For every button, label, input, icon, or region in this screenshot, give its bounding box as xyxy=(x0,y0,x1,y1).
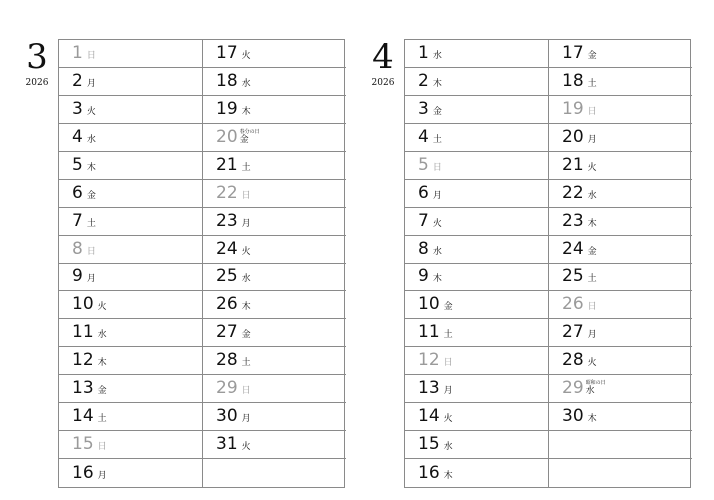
day-number: 5 xyxy=(72,154,83,175)
day-cell-march-30 xyxy=(203,403,346,431)
weekday-label: 水 xyxy=(585,386,595,397)
weekday-label: 月 xyxy=(241,218,251,229)
weekday-label: 木 xyxy=(86,162,96,173)
day-number: 11 xyxy=(418,322,440,343)
day-cell-april-19 xyxy=(549,96,692,124)
day-number: 5 xyxy=(418,154,429,175)
march-year: 2026 xyxy=(25,78,49,88)
weekday-label: 水 xyxy=(587,190,597,201)
day-cell-march-6 xyxy=(59,180,203,208)
weekday-label: 水 xyxy=(86,134,96,145)
weekday-label: 土 xyxy=(443,330,453,341)
day-number: 2 xyxy=(418,70,429,91)
weekday-label: 土 xyxy=(241,358,251,369)
day-number: 6 xyxy=(72,182,83,203)
day-cell-march-8 xyxy=(59,236,203,264)
day-number: 12 xyxy=(72,350,94,371)
weekday-label: 日 xyxy=(432,162,442,173)
weekday-label: 月 xyxy=(86,274,96,285)
day-number: 19 xyxy=(216,98,238,119)
weekday-label: 日 xyxy=(443,358,453,369)
day-number: 23 xyxy=(562,210,584,231)
day-cell-march-26 xyxy=(203,291,346,319)
day-cell-april-11 xyxy=(405,319,549,347)
empty-cell xyxy=(203,459,346,487)
day-number: 25 xyxy=(562,266,584,287)
day-cell-march-4 xyxy=(59,124,203,152)
day-cell-march-23 xyxy=(203,208,346,236)
day-cell-april-12 xyxy=(405,347,549,375)
weekday-label: 日 xyxy=(97,442,107,453)
day-number: 14 xyxy=(418,406,440,427)
day-number: 3 xyxy=(72,98,83,119)
day-cell-april-15 xyxy=(405,431,549,459)
weekday-label: 日 xyxy=(587,302,597,313)
day-cell-april-16 xyxy=(405,459,549,487)
day-number: 9 xyxy=(72,266,83,287)
weekday-label: 火 xyxy=(97,302,107,313)
weekday-label: 金 xyxy=(432,106,442,117)
day-cell-april-28 xyxy=(549,347,692,375)
day-number: 22 xyxy=(216,182,238,203)
day-number: 18 xyxy=(216,70,238,91)
day-cell-march-27 xyxy=(203,319,346,347)
day-number: 7 xyxy=(418,210,429,231)
day-cell-march-24 xyxy=(203,236,346,264)
day-cell-march-17 xyxy=(203,40,346,68)
day-number: 10 xyxy=(418,294,440,315)
weekday-label: 火 xyxy=(86,106,96,117)
day-cell-april-27 xyxy=(549,319,692,347)
day-cell-april-22 xyxy=(549,180,692,208)
day-cell-march-28 xyxy=(203,347,346,375)
day-number: 9 xyxy=(418,266,429,287)
weekday-label: 日 xyxy=(86,246,96,257)
weekday-label: 金 xyxy=(239,134,249,145)
day-number: 25 xyxy=(216,266,238,287)
day-cell-march-16 xyxy=(59,459,203,487)
march-calendar-grid xyxy=(58,39,345,488)
day-number: 8 xyxy=(72,238,83,259)
weekday-label: 木 xyxy=(241,302,251,313)
weekday-label: 火 xyxy=(443,414,453,425)
day-cell-march-29 xyxy=(203,375,346,403)
day-cell-april-6 xyxy=(405,180,549,208)
weekday-label: 木 xyxy=(587,414,597,425)
day-cell-april-8 xyxy=(405,236,549,264)
day-cell-march-3 xyxy=(59,96,203,124)
holiday-block xyxy=(240,129,260,145)
day-cell-april-29 xyxy=(549,375,692,403)
day-cell-march-15 xyxy=(59,431,203,459)
weekday-label: 火 xyxy=(432,218,442,229)
weekday-label: 金 xyxy=(86,190,96,201)
day-cell-april-3 xyxy=(405,96,549,124)
day-number: 15 xyxy=(72,434,94,455)
day-number: 18 xyxy=(562,70,584,91)
day-number: 21 xyxy=(562,154,584,175)
day-number: 30 xyxy=(562,406,584,427)
weekday-label: 水 xyxy=(241,274,251,285)
day-number: 29 xyxy=(216,378,238,399)
day-cell-april-5 xyxy=(405,152,549,180)
weekday-label: 土 xyxy=(432,134,442,145)
weekday-label: 土 xyxy=(86,218,96,229)
day-number: 16 xyxy=(418,463,440,483)
day-number: 8 xyxy=(418,238,429,259)
weekday-label: 火 xyxy=(587,162,597,173)
day-number: 4 xyxy=(72,126,83,147)
day-number: 7 xyxy=(72,210,83,231)
weekday-label: 土 xyxy=(97,414,107,425)
april-month-number: 4 xyxy=(372,37,394,77)
day-number: 17 xyxy=(216,42,238,63)
day-cell-april-7 xyxy=(405,208,549,236)
weekday-label: 木 xyxy=(432,274,442,285)
day-cell-march-22 xyxy=(203,180,346,208)
weekday-label: 火 xyxy=(241,50,251,61)
weekday-label: 水 xyxy=(443,442,453,453)
day-number: 20 xyxy=(216,126,238,147)
day-number: 26 xyxy=(216,294,238,315)
day-number: 27 xyxy=(562,322,584,343)
day-number: 19 xyxy=(562,98,584,119)
empty-cell xyxy=(549,459,692,487)
day-number: 15 xyxy=(418,434,440,455)
day-number: 16 xyxy=(72,463,94,483)
weekday-label: 月 xyxy=(241,414,251,425)
day-number: 28 xyxy=(562,350,584,371)
april-calendar-grid xyxy=(404,39,691,488)
day-number: 10 xyxy=(72,294,94,315)
day-number: 1 xyxy=(72,42,83,63)
day-number: 24 xyxy=(562,238,584,259)
day-number: 12 xyxy=(418,350,440,371)
weekday-label: 水 xyxy=(97,330,107,341)
weekday-label: 木 xyxy=(97,358,107,369)
day-cell-march-2 xyxy=(59,68,203,96)
day-number: 13 xyxy=(72,378,94,399)
day-cell-april-18 xyxy=(549,68,692,96)
day-cell-april-23 xyxy=(549,208,692,236)
day-number: 17 xyxy=(562,42,584,63)
day-cell-march-13 xyxy=(59,375,203,403)
day-number: 31 xyxy=(216,434,238,455)
day-number: 23 xyxy=(216,210,238,231)
day-number: 28 xyxy=(216,350,238,371)
weekday-label: 水 xyxy=(241,78,251,89)
day-cell-april-4 xyxy=(405,124,549,152)
day-cell-april-10 xyxy=(405,291,549,319)
day-cell-march-19 xyxy=(203,96,346,124)
day-cell-march-7 xyxy=(59,208,203,236)
weekday-label: 月 xyxy=(86,78,96,89)
day-number: 14 xyxy=(72,406,94,427)
day-number: 30 xyxy=(216,406,238,427)
weekday-label: 金 xyxy=(587,246,597,257)
empty-cell xyxy=(549,431,692,459)
weekday-label: 土 xyxy=(587,78,597,89)
holiday-name: 昭和の日 xyxy=(585,380,606,387)
weekday-label: 金 xyxy=(587,50,597,61)
day-cell-march-20 xyxy=(203,124,346,152)
weekday-label: 火 xyxy=(241,442,251,453)
day-number: 4 xyxy=(418,126,429,147)
day-cell-april-13 xyxy=(405,375,549,403)
weekday-label: 金 xyxy=(97,386,107,397)
day-number: 22 xyxy=(562,182,584,203)
day-cell-march-11 xyxy=(59,319,203,347)
day-number: 11 xyxy=(72,322,94,343)
day-cell-march-14 xyxy=(59,403,203,431)
weekday-label: 日 xyxy=(241,386,251,397)
holiday-block xyxy=(586,380,606,396)
day-cell-april-24 xyxy=(549,236,692,264)
april-header xyxy=(364,37,402,88)
day-number: 2 xyxy=(72,70,83,91)
weekday-label: 土 xyxy=(587,274,597,285)
day-cell-april-9 xyxy=(405,264,549,292)
weekday-label: 月 xyxy=(587,134,597,145)
day-cell-april-17 xyxy=(549,40,692,68)
day-cell-march-9 xyxy=(59,264,203,292)
day-number: 24 xyxy=(216,238,238,259)
weekday-label: 火 xyxy=(241,246,251,257)
day-number: 13 xyxy=(418,378,440,399)
weekday-label: 日 xyxy=(86,50,96,61)
day-number: 27 xyxy=(216,322,238,343)
march-month-number: 3 xyxy=(26,37,48,77)
day-number: 21 xyxy=(216,154,238,175)
day-cell-march-18 xyxy=(203,68,346,96)
weekday-label: 月 xyxy=(97,471,107,481)
day-cell-april-26 xyxy=(549,291,692,319)
day-cell-april-21 xyxy=(549,152,692,180)
weekday-label: 日 xyxy=(587,106,597,117)
day-cell-april-14 xyxy=(405,403,549,431)
day-number: 3 xyxy=(418,98,429,119)
day-cell-march-1 xyxy=(59,40,203,68)
march-header xyxy=(18,37,56,88)
weekday-label: 金 xyxy=(241,330,251,341)
weekday-label: 土 xyxy=(241,162,251,173)
day-number: 6 xyxy=(418,182,429,203)
weekday-label: 日 xyxy=(241,190,251,201)
weekday-label: 金 xyxy=(443,302,453,313)
weekday-label: 木 xyxy=(432,78,442,89)
weekday-label: 木 xyxy=(443,471,453,481)
day-number: 26 xyxy=(562,294,584,315)
day-cell-april-30 xyxy=(549,403,692,431)
day-number: 20 xyxy=(562,126,584,147)
weekday-label: 月 xyxy=(443,386,453,397)
weekday-label: 木 xyxy=(587,218,597,229)
weekday-label: 木 xyxy=(241,106,251,117)
day-cell-april-25 xyxy=(549,264,692,292)
day-cell-march-5 xyxy=(59,152,203,180)
weekday-label: 水 xyxy=(432,246,442,257)
weekday-label: 火 xyxy=(587,358,597,369)
holiday-name: 春分の日 xyxy=(239,128,260,135)
day-cell-march-31 xyxy=(203,431,346,459)
weekday-label: 月 xyxy=(587,330,597,341)
day-cell-march-10 xyxy=(59,291,203,319)
day-cell-march-12 xyxy=(59,347,203,375)
day-cell-april-1 xyxy=(405,40,549,68)
day-number: 29 xyxy=(562,378,584,399)
weekday-label: 月 xyxy=(432,190,442,201)
day-cell-april-2 xyxy=(405,68,549,96)
weekday-label: 水 xyxy=(432,50,442,61)
day-cell-april-20 xyxy=(549,124,692,152)
april-year: 2026 xyxy=(371,78,395,88)
day-number: 1 xyxy=(418,42,429,63)
day-cell-march-25 xyxy=(203,264,346,292)
day-cell-march-21 xyxy=(203,152,346,180)
